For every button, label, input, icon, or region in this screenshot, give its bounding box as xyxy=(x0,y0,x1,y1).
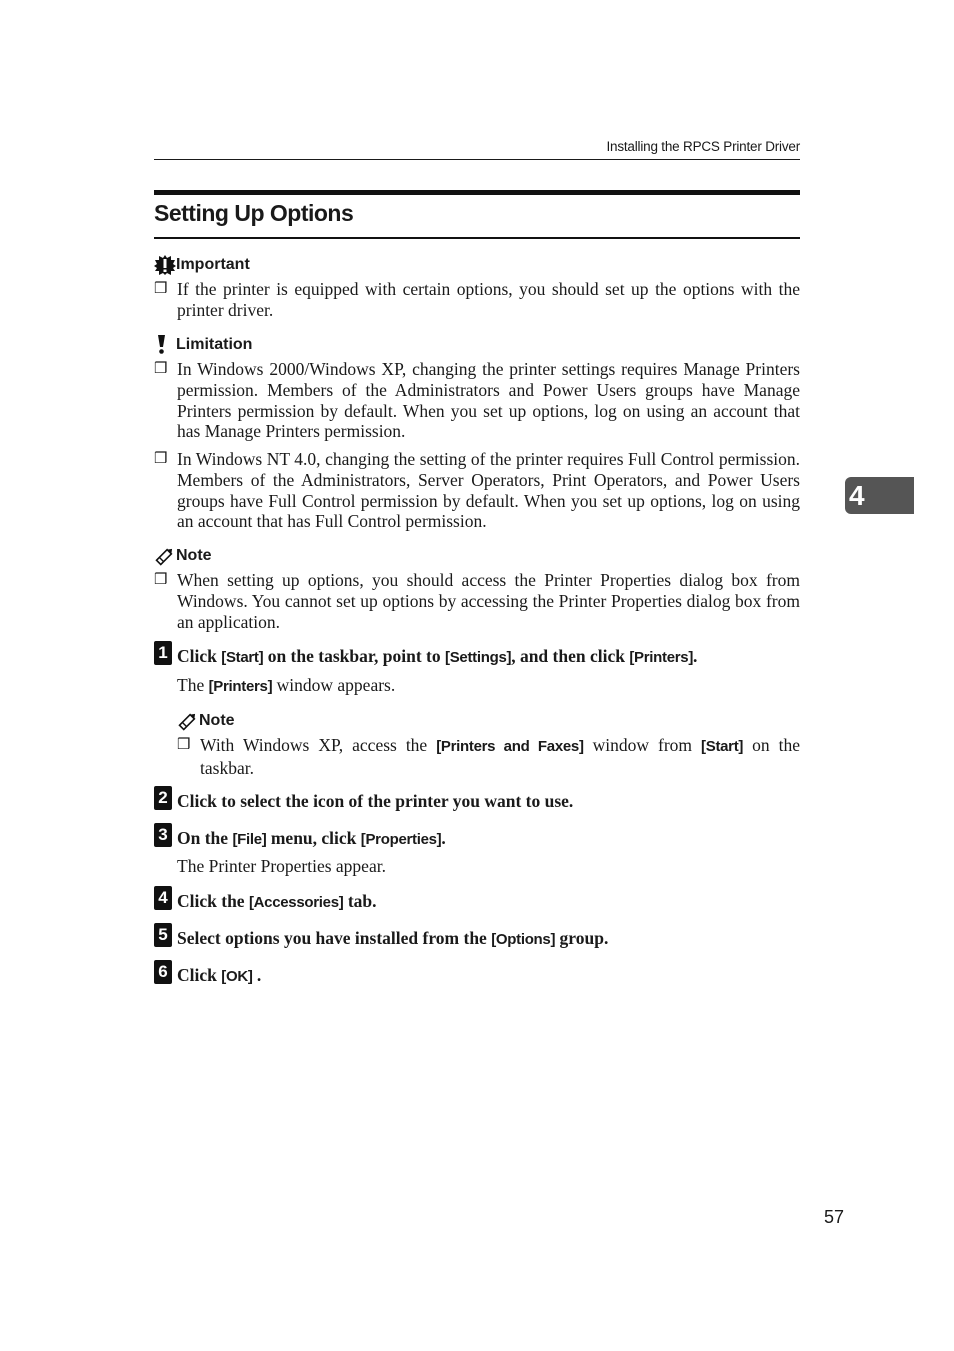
step-3 xyxy=(154,823,800,851)
step-number-badge: 1 xyxy=(154,641,172,665)
important-item-text: If the printer is equipped with certain options, you should set up the options with the printer driver. xyxy=(177,279,800,320)
limitation-icon xyxy=(154,335,176,355)
page-number: 57 xyxy=(824,1207,845,1227)
step-number-badge: 4 xyxy=(154,886,172,910)
step-result: The [Printers] window appears. xyxy=(177,675,396,695)
running-header: Installing the RPCS Printer Driver xyxy=(606,139,800,154)
limitation-heading xyxy=(154,335,252,355)
step-note-text: With Windows XP, access the [Printers and Faxes] window from [Start] on the taskbar. xyxy=(200,735,800,778)
step-number-badge: 3 xyxy=(154,823,172,847)
note-heading xyxy=(154,546,212,566)
important-label: Important xyxy=(176,256,250,273)
title-bottom-rule xyxy=(154,237,800,239)
checkbox-bullet-icon: ❒ xyxy=(177,737,191,753)
step-instruction: Click [Start] on the taskbar, point to [Settings], and then click [Printers]. xyxy=(177,646,698,666)
note-item xyxy=(154,570,800,632)
step-instruction: Select options you have installed from the [Options] group. xyxy=(177,928,609,948)
limitation-label: Limitation xyxy=(176,336,253,353)
limitation-item-text: In Windows NT 4.0, changing the setting of the printer requires Full Control permission. Members of the Administrators, Server Operators, Print Operators, and Power Users groups have Full Control permission by default. When you set up options, log on using an account that has Full Control permission. xyxy=(177,449,800,532)
checkbox-bullet-icon: ❒ xyxy=(154,572,168,588)
step-result: The Printer Properties appear. xyxy=(177,856,386,876)
step-note-item xyxy=(177,735,800,779)
limitation-item xyxy=(154,359,800,442)
step-number-badge: 2 xyxy=(154,786,172,810)
important-heading xyxy=(154,255,250,275)
step-number-badge: 6 xyxy=(154,960,172,984)
step-instruction: Click the [Accessories] tab. xyxy=(177,891,377,911)
step-instruction: Click to select the icon of the printer you want to use. xyxy=(177,791,574,811)
pencil-icon xyxy=(177,711,199,731)
step-number-badge: 5 xyxy=(154,923,172,947)
chapter-tab: 4 xyxy=(845,477,914,514)
note-item-text: When setting up options, you should access the Printer Properties dialog box from Windows. You cannot set up options by accessing the Printer Properties dialog box from an application. xyxy=(177,570,800,632)
page-title: Setting Up Options xyxy=(154,200,354,226)
step-6 xyxy=(154,960,800,988)
step-instruction: Click [OK] . xyxy=(177,965,262,985)
step-5 xyxy=(154,923,800,951)
step-1 xyxy=(154,641,800,669)
important-icon xyxy=(154,255,176,275)
pencil-icon xyxy=(154,546,176,566)
checkbox-bullet-icon: ❒ xyxy=(154,451,168,467)
limitation-item-text: In Windows 2000/Windows XP, changing the printer settings requires Manage Printers permission. Members of the Administrators and Power Users groups have Manage Printers permission by default. When you set up options, log on using an account that has Manage Printers permission. xyxy=(177,359,800,442)
limitation-item xyxy=(154,449,800,532)
checkbox-bullet-icon: ❒ xyxy=(154,361,168,377)
title-top-rule xyxy=(154,190,800,195)
step-note-heading xyxy=(177,711,235,731)
step-note-label: Note xyxy=(199,712,235,729)
header-rule xyxy=(154,159,800,160)
note-label: Note xyxy=(176,547,212,564)
step-4 xyxy=(154,886,800,914)
important-item xyxy=(154,279,800,321)
checkbox-bullet-icon: ❒ xyxy=(154,281,168,297)
step-2 xyxy=(154,786,800,812)
step-instruction: On the [File] menu, click [Properties]. xyxy=(177,828,446,848)
